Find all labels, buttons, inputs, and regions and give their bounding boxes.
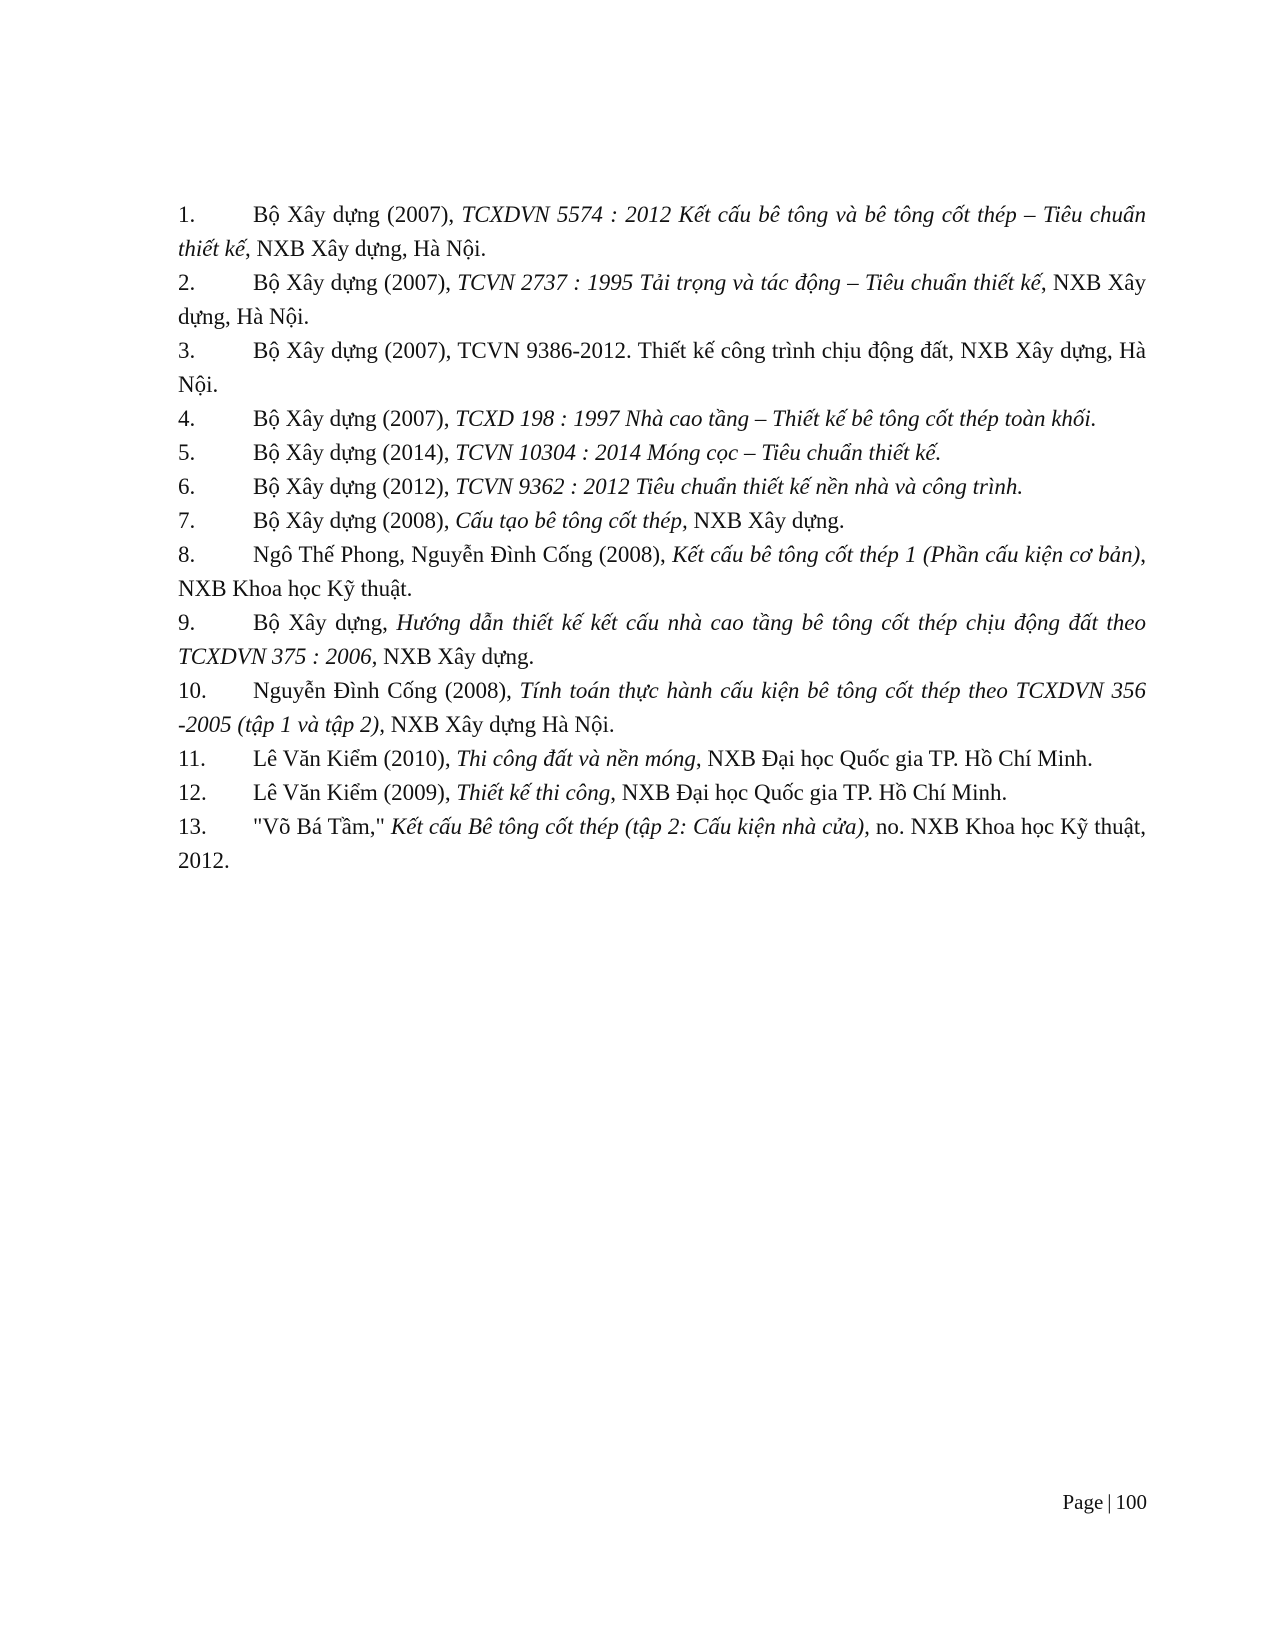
reference-text: NXB Xây dựng.	[687, 508, 845, 533]
reference-number: 10.	[178, 678, 207, 703]
reference-item	[178, 606, 1146, 674]
reference-number: 2.	[178, 270, 196, 295]
reference-list	[178, 198, 1146, 878]
reference-item	[178, 776, 1146, 810]
reference-item	[178, 538, 1146, 606]
reference-item	[178, 436, 1146, 470]
reference-item	[178, 266, 1146, 334]
reference-number: 13.	[178, 814, 207, 839]
reference-text: , NXB Đại học Quốc gia TP. Hồ Chí Minh.	[610, 780, 1008, 805]
reference-number: 11.	[178, 746, 206, 771]
reference-number: 8.	[178, 542, 196, 567]
reference-text: Bộ Xây dựng (2007),	[253, 270, 458, 295]
reference-item	[178, 334, 1146, 402]
page-label: Page	[1062, 1490, 1104, 1514]
reference-title: TCVN 9362 : 2012 Tiêu chuẩn thiết kế nền nhà và công trình.	[455, 474, 1024, 499]
reference-text: Bộ Xây dựng (2012),	[253, 474, 456, 499]
reference-text: NXB Xây dựng Hà Nội.	[384, 712, 615, 737]
reference-item	[178, 470, 1146, 504]
reference-item	[178, 742, 1146, 776]
reference-text: Bộ Xây dựng (2007),	[253, 202, 462, 227]
page-separator: |	[1107, 1490, 1112, 1514]
reference-title: TCXD 198 : 1997 Nhà cao tầng – Thiết kế bê tông cốt thép toàn khối.	[455, 406, 1097, 431]
reference-text: "Võ Bá Tầm,"	[253, 814, 391, 839]
reference-text: , NXB Xây dựng, Hà Nội.	[178, 270, 1146, 329]
reference-text: Bộ Xây dựng (2007),	[253, 406, 456, 431]
reference-title: Hướng dẫn thiết kế kết cấu nhà cao tầng bê tông cốt thép chịu động đất theo TCXDVN 375 : 2006,	[178, 610, 1146, 669]
reference-number: 5.	[178, 440, 196, 465]
reference-text: Bộ Xây dựng (2008),	[253, 508, 456, 533]
reference-number: 3.	[178, 338, 196, 363]
reference-text: Ngô Thế Phong, Nguyễn Đình Cống (2008),	[253, 542, 673, 567]
reference-title: Thi công đất và nền móng	[456, 746, 696, 771]
reference-item	[178, 402, 1146, 436]
reference-item	[178, 198, 1146, 266]
reference-text: Bộ Xây dựng (2007), TCVN 9386-2012. Thiết kế công trình chịu động đất, NXB Xây dựng, Hà Nội.	[178, 338, 1146, 397]
page-footer	[1062, 1488, 1147, 1516]
reference-title: TCVN 2737 : 1995 Tải trọng và tác động – Tiêu chuẩn thiết kế	[457, 270, 1041, 295]
reference-item	[178, 810, 1146, 878]
reference-number: 7.	[178, 508, 196, 533]
reference-title: Kết cấu bê tông cốt thép 1 (Phần cấu kiện cơ bản)	[672, 542, 1141, 567]
reference-text: NXB Xây dựng.	[377, 644, 535, 669]
reference-number: 12.	[178, 780, 207, 805]
reference-text: no. NXB Khoa học Kỹ thuật, 2012.	[178, 814, 1147, 873]
reference-title: Cấu tạo bê tông cốt thép,	[455, 508, 688, 533]
reference-title: Tính toán thực hành cấu kiện bê tông cốt thép theo TCXDVN 356 -2005 (tập 1 và tập 2),	[178, 678, 1146, 737]
reference-text: Lê Văn Kiểm (2010),	[253, 746, 457, 771]
reference-title: TCVN 10304 : 2014 Móng cọc – Tiêu chuẩn thiết kế.	[455, 440, 942, 465]
reference-item	[178, 504, 1146, 538]
reference-text: Lê Văn Kiểm (2009),	[253, 780, 457, 805]
reference-item	[178, 674, 1146, 742]
page-number: 100	[1115, 1490, 1147, 1514]
reference-number: 1.	[178, 202, 196, 227]
reference-text: Bộ Xây dựng (2014),	[253, 440, 456, 465]
reference-text: Bộ Xây dựng,	[253, 610, 397, 635]
reference-text: , NXB Khoa học Kỹ thuật.	[178, 542, 1146, 601]
reference-text: , NXB Xây dựng, Hà Nội.	[245, 236, 487, 261]
reference-title: TCXDVN 5574 : 2012 Kết cấu bê tông và bê tông cốt thép – Tiêu chuẩn thiết kế	[178, 202, 1146, 261]
reference-text: Nguyễn Đình Cống (2008),	[253, 678, 520, 703]
reference-title: Thiết kế thi công	[456, 780, 611, 805]
reference-title: Kết cấu Bê tông cốt thép (tập 2: Cấu kiện nhà cửa),	[390, 814, 870, 839]
reference-number: 9.	[178, 610, 196, 635]
reference-number: 6.	[178, 474, 196, 499]
reference-text: , NXB Đại học Quốc gia TP. Hồ Chí Minh.	[695, 746, 1093, 771]
reference-number: 4.	[178, 406, 196, 431]
